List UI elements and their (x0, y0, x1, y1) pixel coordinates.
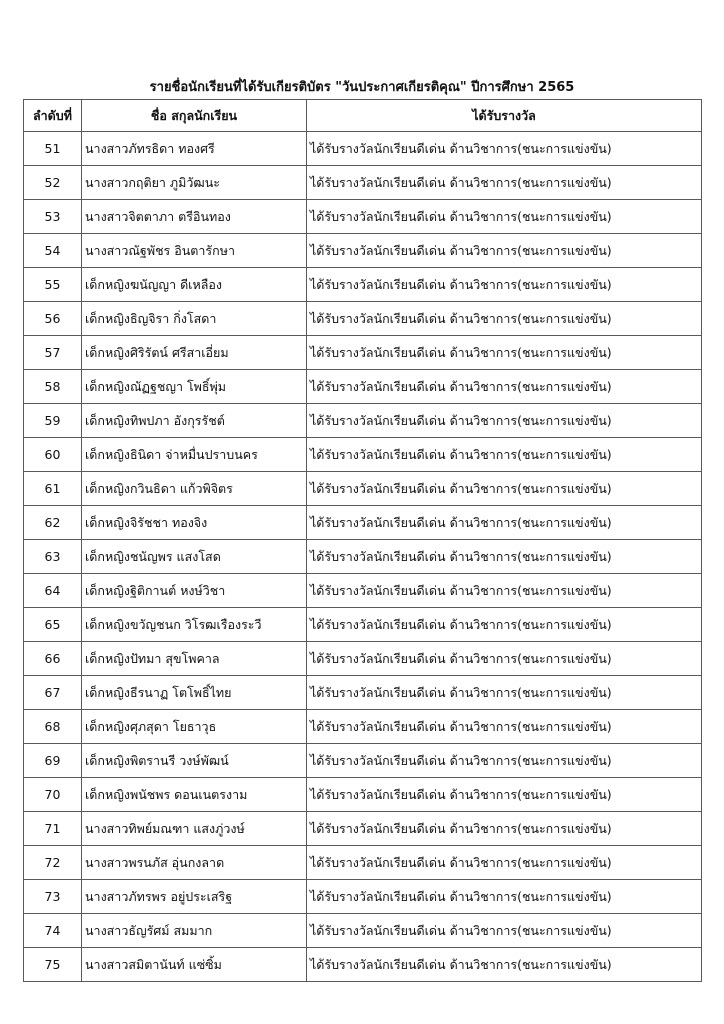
table-row (24, 914, 702, 948)
award-text: ได้รับรางวัลนักเรียนดีเด่น ด้านวิชาการ(ชนะการแข่งขัน) (307, 744, 702, 778)
row-number: 63 (24, 540, 82, 574)
table-body (24, 132, 702, 982)
table-row (24, 166, 702, 200)
award-text: ได้รับรางวัลนักเรียนดีเด่น ด้านวิชาการ(ชนะการแข่งขัน) (307, 812, 702, 846)
award-text: ได้รับรางวัลนักเรียนดีเด่น ด้านวิชาการ(ชนะการแข่งขัน) (307, 132, 702, 166)
table-row (24, 608, 702, 642)
student-name: เด็กหญิงพนัชพร ดอนเนตรงาม (82, 778, 307, 812)
row-number: 53 (24, 200, 82, 234)
student-name: เด็กหญิงขวัญชนก วิโรฒเรืองระวี (82, 608, 307, 642)
student-name: นางสาวธัญรัศม์ สมมาก (82, 914, 307, 948)
table-row (24, 370, 702, 404)
award-text: ได้รับรางวัลนักเรียนดีเด่น ด้านวิชาการ(ชนะการแข่งขัน) (307, 540, 702, 574)
student-name: นางสาวกฤติยา ภูมิวัฒนะ (82, 166, 307, 200)
row-number: 69 (24, 744, 82, 778)
student-name: เด็กหญิงทิพปภา อังกุรรัชต์ (82, 404, 307, 438)
award-text: ได้รับรางวัลนักเรียนดีเด่น ด้านวิชาการ(ชนะการแข่งขัน) (307, 948, 702, 982)
row-number: 66 (24, 642, 82, 676)
student-name: เด็กหญิงฆนัญญา ดีเหลือง (82, 268, 307, 302)
award-text: ได้รับรางวัลนักเรียนดีเด่น ด้านวิชาการ(ชนะการแข่งขัน) (307, 676, 702, 710)
row-number: 65 (24, 608, 82, 642)
award-text: ได้รับรางวัลนักเรียนดีเด่น ด้านวิชาการ(ชนะการแข่งขัน) (307, 880, 702, 914)
award-text: ได้รับรางวัลนักเรียนดีเด่น ด้านวิชาการ(ชนะการแข่งขัน) (307, 404, 702, 438)
header-row (24, 100, 702, 132)
row-number: 68 (24, 710, 82, 744)
table-row (24, 506, 702, 540)
award-text: ได้รับรางวัลนักเรียนดีเด่น ด้านวิชาการ(ชนะการแข่งขัน) (307, 438, 702, 472)
header-student-name: ชื่อ สกุลนักเรียน (82, 100, 307, 132)
table-row (24, 268, 702, 302)
row-number: 70 (24, 778, 82, 812)
table-row (24, 744, 702, 778)
row-number: 62 (24, 506, 82, 540)
row-number: 71 (24, 812, 82, 846)
row-number: 73 (24, 880, 82, 914)
student-name: เด็กหญิงธิญจิรา กิ่งโสดา (82, 302, 307, 336)
student-name: เด็กหญิงณัฏฐชญา โพธิ์พุ่ม (82, 370, 307, 404)
student-name: เด็กหญิงธินิดา จ่าหมื่นปราบนคร (82, 438, 307, 472)
table-header (24, 100, 702, 132)
row-number: 75 (24, 948, 82, 982)
student-name: นางสาวจิตตาภา ตรีอินทอง (82, 200, 307, 234)
student-name: เด็กหญิงจิรัชชา ทองจิง (82, 506, 307, 540)
table-row (24, 642, 702, 676)
row-number: 54 (24, 234, 82, 268)
row-number: 61 (24, 472, 82, 506)
award-text: ได้รับรางวัลนักเรียนดีเด่น ด้านวิชาการ(ชนะการแข่งขัน) (307, 370, 702, 404)
student-name: นางสาวภัทรพร อยู่ประเสริฐ (82, 880, 307, 914)
table-row (24, 710, 702, 744)
student-name: เด็กหญิงฐิติกานต์ หงษ์วิชา (82, 574, 307, 608)
student-name: เด็กหญิงปัทมา สุขโพคาล (82, 642, 307, 676)
table-row (24, 438, 702, 472)
award-text: ได้รับรางวัลนักเรียนดีเด่น ด้านวิชาการ(ชนะการแข่งขัน) (307, 472, 702, 506)
student-name: นางสาวภัทรธิดา ทองศรี (82, 132, 307, 166)
row-number: 57 (24, 336, 82, 370)
award-text: ได้รับรางวัลนักเรียนดีเด่น ด้านวิชาการ(ชนะการแข่งขัน) (307, 642, 702, 676)
table-row (24, 132, 702, 166)
award-text: ได้รับรางวัลนักเรียนดีเด่น ด้านวิชาการ(ชนะการแข่งขัน) (307, 336, 702, 370)
row-number: 58 (24, 370, 82, 404)
student-name: เด็กหญิงธีรนาฏ โตโพธิ์ไทย (82, 676, 307, 710)
header-number: ลำดับที่ (24, 100, 82, 132)
award-text: ได้รับรางวัลนักเรียนดีเด่น ด้านวิชาการ(ชนะการแข่งขัน) (307, 846, 702, 880)
award-table (23, 99, 702, 982)
table-row (24, 336, 702, 370)
table-row (24, 404, 702, 438)
table-row (24, 778, 702, 812)
page-title: รายชื่อนักเรียนที่ได้รับเกียรติบัตร "วันประกาศเกียรติคุณ" ปีการศึกษา 2565 (149, 80, 575, 95)
row-number: 56 (24, 302, 82, 336)
award-text: ได้รับรางวัลนักเรียนดีเด่น ด้านวิชาการ(ชนะการแข่งขัน) (307, 778, 702, 812)
header-award: ได้รับรางวัล (307, 100, 702, 132)
row-number: 72 (24, 846, 82, 880)
table-row (24, 812, 702, 846)
row-number: 55 (24, 268, 82, 302)
student-name: เด็กหญิงชนัญพร แสงโสด (82, 540, 307, 574)
student-name: นางสาวทิพย์มณฑา แสงภู่วงษ์ (82, 812, 307, 846)
student-name: เด็กหญิงศุภสุดา โยธาวุธ (82, 710, 307, 744)
award-text: ได้รับรางวัลนักเรียนดีเด่น ด้านวิชาการ(ชนะการแข่งขัน) (307, 710, 702, 744)
row-number: 59 (24, 404, 82, 438)
award-text: ได้รับรางวัลนักเรียนดีเด่น ด้านวิชาการ(ชนะการแข่งขัน) (307, 200, 702, 234)
table-row (24, 948, 702, 982)
award-text: ได้รับรางวัลนักเรียนดีเด่น ด้านวิชาการ(ชนะการแข่งขัน) (307, 166, 702, 200)
row-number: 60 (24, 438, 82, 472)
student-name: นางสาวสมิตานันท์ แซ่ซิ้ม (82, 948, 307, 982)
table-row (24, 676, 702, 710)
award-text: ได้รับรางวัลนักเรียนดีเด่น ด้านวิชาการ(ชนะการแข่งขัน) (307, 506, 702, 540)
award-text: ได้รับรางวัลนักเรียนดีเด่น ด้านวิชาการ(ชนะการแข่งขัน) (307, 268, 702, 302)
row-number: 67 (24, 676, 82, 710)
row-number: 52 (24, 166, 82, 200)
award-text: ได้รับรางวัลนักเรียนดีเด่น ด้านวิชาการ(ชนะการแข่งขัน) (307, 574, 702, 608)
student-name: นางสาวพรนภัส อุ่นกงลาด (82, 846, 307, 880)
student-name: นางสาวณัฐพัชร อินตารักษา (82, 234, 307, 268)
award-text: ได้รับรางวัลนักเรียนดีเด่น ด้านวิชาการ(ชนะการแข่งขัน) (307, 234, 702, 268)
table-row (24, 846, 702, 880)
table-row (24, 302, 702, 336)
award-text: ได้รับรางวัลนักเรียนดีเด่น ด้านวิชาการ(ชนะการแข่งขัน) (307, 302, 702, 336)
table-row (24, 540, 702, 574)
table-row (24, 880, 702, 914)
table-row (24, 234, 702, 268)
row-number: 64 (24, 574, 82, 608)
row-number: 51 (24, 132, 82, 166)
table-row (24, 200, 702, 234)
table-row (24, 472, 702, 506)
award-text: ได้รับรางวัลนักเรียนดีเด่น ด้านวิชาการ(ชนะการแข่งขัน) (307, 608, 702, 642)
student-name: เด็กหญิงกวินธิดา แก้วพิจิตร (82, 472, 307, 506)
row-number: 74 (24, 914, 82, 948)
award-text: ได้รับรางวัลนักเรียนดีเด่น ด้านวิชาการ(ชนะการแข่งขัน) (307, 914, 702, 948)
table-row (24, 574, 702, 608)
student-name: เด็กหญิงพิตรานรี วงษ์พัฒน์ (82, 744, 307, 778)
student-name: เด็กหญิงศิริรัตน์ ศรีสาเอี่ยม (82, 336, 307, 370)
